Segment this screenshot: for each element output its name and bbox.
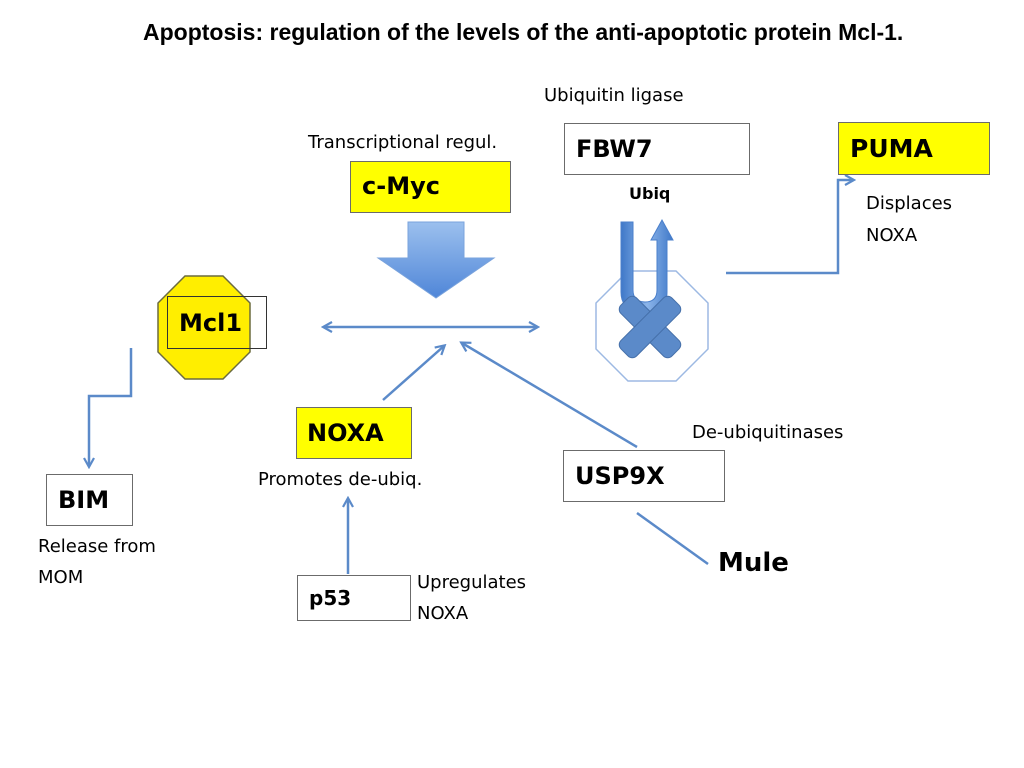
node-c-myc: c-Myc [350,161,511,213]
label-ubiq: Ubiq [629,184,671,203]
label-release-from: Release from [38,536,156,557]
label-mom: MOM [38,567,84,588]
label-upregulates-noxa: NOXA [417,603,469,624]
node-puma: PUMA [838,122,990,175]
line-mule-to-usp9x [637,513,708,564]
label-displaces-noxa: NOXA [866,225,918,246]
arrow-to-puma [726,180,853,273]
node-noxa: NOXA [296,407,412,459]
node-p53: p53 [297,575,411,621]
node-fbw7: FBW7 [564,123,750,175]
c-myc-down-arrow [378,222,494,298]
node-mcl1: Mcl1 [167,296,267,349]
label-upregulates: Upregulates [417,572,527,593]
node-mule: Mule [718,548,789,578]
node-usp9x: USP9X [563,450,725,502]
label-transcriptional-regul: Transcriptional regul. [308,132,498,153]
label-displaces: Displaces [866,193,953,214]
node-bim: BIM [46,474,133,526]
arrow-noxa-to-axis [383,346,444,400]
label-promotes-de-ubiq: Promotes de-ubiq. [258,469,423,490]
slide-title: Apoptosis: regulation of the levels of the anti-apoptotic protein Mcl-1. [143,19,904,45]
label-ubiquitin-ligase: Ubiquitin ligase [544,85,684,106]
label-de-ubiquitinases: De-ubiquitinases [692,422,844,443]
arrow-mcl1-to-bim [89,348,131,466]
